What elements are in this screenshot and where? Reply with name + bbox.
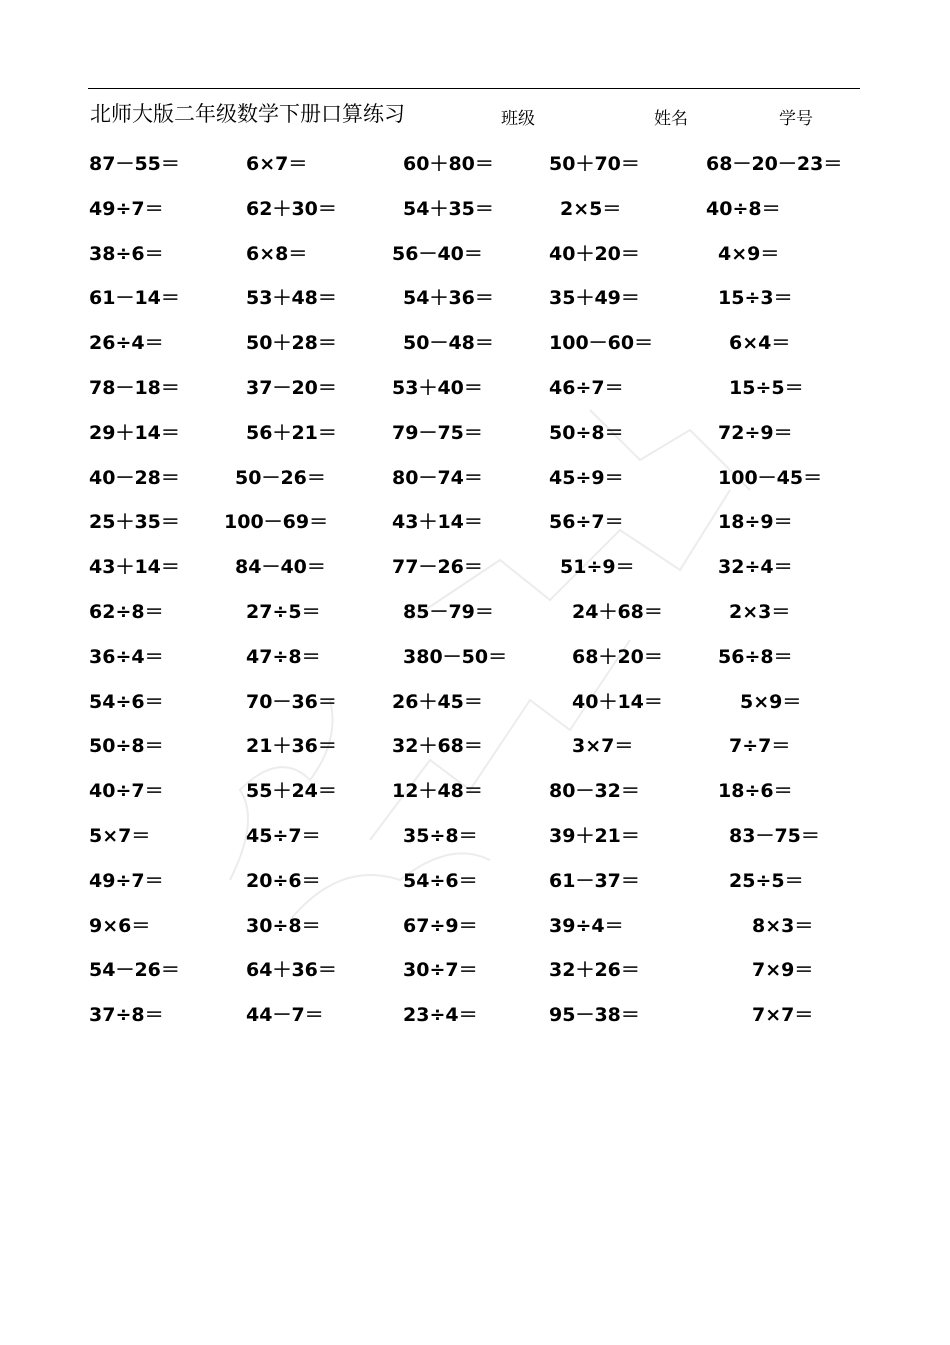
arithmetic-problem: 37÷8＝ [89, 1004, 164, 1027]
arithmetic-problem: 56÷8＝ [718, 645, 793, 668]
arithmetic-problem: 32÷4＝ [718, 556, 793, 579]
arithmetic-problem: 23÷4＝ [403, 1004, 478, 1027]
arithmetic-problem: 68＋20＝ [572, 645, 663, 668]
arithmetic-problem: 79－75＝ [392, 421, 483, 444]
arithmetic-problem: 45÷7＝ [246, 825, 321, 847]
arithmetic-problem: 44－7＝ [246, 1004, 324, 1027]
arithmetic-problem: 43＋14＝ [392, 511, 483, 534]
arithmetic-problem: 15÷5＝ [729, 377, 804, 399]
arithmetic-problem: 50－26＝ [235, 466, 326, 489]
arithmetic-problem: 2×3＝ [729, 601, 791, 623]
arithmetic-problem: 21＋36＝ [246, 735, 337, 758]
student-number-field-label: 学号 [779, 109, 813, 129]
arithmetic-problem: 4×9＝ [718, 242, 780, 265]
arithmetic-problem: 85－79＝ [403, 601, 494, 623]
arithmetic-problem: 54＋35＝ [403, 197, 494, 220]
arithmetic-problem: 7÷7＝ [729, 735, 791, 758]
arithmetic-problem: 32＋26＝ [549, 959, 640, 982]
arithmetic-problem: 25＋35＝ [89, 511, 180, 534]
arithmetic-problem: 49÷7＝ [89, 197, 164, 220]
arithmetic-problem: 3×7＝ [572, 735, 634, 758]
arithmetic-problem: 54－26＝ [89, 959, 180, 982]
arithmetic-problem: 35＋49＝ [549, 287, 640, 310]
arithmetic-problem: 18÷9＝ [718, 511, 793, 534]
arithmetic-problem: 43＋14＝ [89, 556, 180, 579]
arithmetic-problem: 49÷7＝ [89, 869, 164, 892]
arithmetic-problem: 26÷4＝ [89, 332, 164, 355]
arithmetic-problem: 62＋30＝ [246, 197, 337, 220]
arithmetic-problem: 29＋14＝ [89, 421, 180, 444]
arithmetic-problem: 7×9＝ [752, 959, 814, 982]
arithmetic-problem: 80－32＝ [549, 780, 640, 803]
arithmetic-problem: 35÷8＝ [403, 825, 478, 847]
arithmetic-problem: 50＋28＝ [246, 332, 337, 355]
arithmetic-problem: 80－74＝ [392, 466, 483, 489]
arithmetic-problem: 64＋36＝ [246, 959, 337, 982]
arithmetic-problem: 54÷6＝ [403, 869, 478, 892]
arithmetic-problem: 6×7＝ [246, 153, 308, 175]
arithmetic-problem: 6×8＝ [246, 242, 308, 265]
arithmetic-problem: 46÷7＝ [549, 377, 624, 399]
arithmetic-problem: 37－20＝ [246, 377, 337, 399]
arithmetic-problem: 380－50＝ [403, 645, 508, 668]
arithmetic-problem: 5×9＝ [740, 690, 802, 713]
arithmetic-problem: 50÷8＝ [89, 735, 164, 758]
arithmetic-problem: 87－55＝ [89, 153, 180, 175]
arithmetic-problem: 67÷9＝ [403, 914, 478, 937]
arithmetic-problem: 60＋80＝ [403, 153, 494, 175]
arithmetic-problem: 53＋48＝ [246, 287, 337, 310]
arithmetic-problem: 15÷3＝ [718, 287, 793, 310]
arithmetic-problem: 62÷8＝ [89, 601, 164, 623]
arithmetic-problem: 27÷5＝ [246, 601, 321, 623]
arithmetic-problem: 100－45＝ [718, 466, 823, 489]
arithmetic-problem: 54＋36＝ [403, 287, 494, 310]
arithmetic-problem: 50＋70＝ [549, 153, 640, 175]
arithmetic-problem: 95－38＝ [549, 1004, 640, 1027]
page-title: 北师大版二年级数学下册口算练习 [90, 102, 405, 126]
arithmetic-problem: 77－26＝ [392, 556, 483, 579]
arithmetic-problem: 12＋48＝ [392, 780, 483, 803]
arithmetic-problem: 68－20－23＝ [706, 153, 843, 175]
arithmetic-problem: 61－37＝ [549, 869, 640, 892]
arithmetic-problem: 25÷5＝ [729, 869, 804, 892]
arithmetic-problem: 54÷6＝ [89, 690, 164, 713]
arithmetic-problem: 40＋20＝ [549, 242, 640, 265]
arithmetic-problem: 20÷6＝ [246, 869, 321, 892]
arithmetic-problem: 40÷8＝ [706, 197, 781, 220]
arithmetic-problem: 7×7＝ [752, 1004, 814, 1027]
arithmetic-problem: 39＋21＝ [549, 825, 640, 847]
arithmetic-problem: 40＋14＝ [572, 690, 663, 713]
arithmetic-problem: 72÷9＝ [718, 421, 793, 444]
arithmetic-problem: 24＋68＝ [572, 601, 663, 623]
arithmetic-problem: 61－14＝ [89, 287, 180, 310]
arithmetic-problem: 50÷8＝ [549, 421, 624, 444]
arithmetic-problem: 53＋40＝ [392, 377, 483, 399]
arithmetic-problem: 8×3＝ [752, 914, 814, 937]
name-field-label: 姓名 [654, 109, 688, 129]
arithmetic-problem: 40－28＝ [89, 466, 180, 489]
arithmetic-problem: 50－48＝ [403, 332, 494, 355]
arithmetic-problem: 78－18＝ [89, 377, 180, 399]
arithmetic-problem: 26＋45＝ [392, 690, 483, 713]
class-field-label: 班级 [501, 109, 535, 129]
arithmetic-problem: 55＋24＝ [246, 780, 337, 803]
arithmetic-problem: 45÷9＝ [549, 466, 624, 489]
arithmetic-problem: 9×6＝ [89, 914, 151, 937]
arithmetic-problem: 51÷9＝ [560, 556, 635, 579]
arithmetic-problem: 36÷4＝ [89, 645, 164, 668]
arithmetic-problem: 83－75＝ [729, 825, 820, 847]
arithmetic-problem: 38÷6＝ [89, 242, 164, 265]
arithmetic-problem: 39÷4＝ [549, 914, 624, 937]
arithmetic-problem: 100－69＝ [224, 511, 329, 534]
arithmetic-problem: 56－40＝ [392, 242, 483, 265]
arithmetic-problem: 47÷8＝ [246, 645, 321, 668]
arithmetic-problem: 6×4＝ [729, 332, 791, 355]
arithmetic-problem: 56＋21＝ [246, 421, 337, 444]
arithmetic-problem: 30÷7＝ [403, 959, 478, 982]
arithmetic-problem: 30÷8＝ [246, 914, 321, 937]
arithmetic-problem: 84－40＝ [235, 556, 326, 579]
arithmetic-problem: 5×7＝ [89, 825, 151, 847]
arithmetic-problem: 2×5＝ [560, 197, 622, 220]
arithmetic-problem: 40÷7＝ [89, 780, 164, 803]
arithmetic-problem: 32＋68＝ [392, 735, 483, 758]
arithmetic-problem: 100－60＝ [549, 332, 654, 355]
arithmetic-problem: 70－36＝ [246, 690, 337, 713]
arithmetic-problem: 18÷6＝ [718, 780, 793, 803]
arithmetic-problem: 56÷7＝ [549, 511, 624, 534]
